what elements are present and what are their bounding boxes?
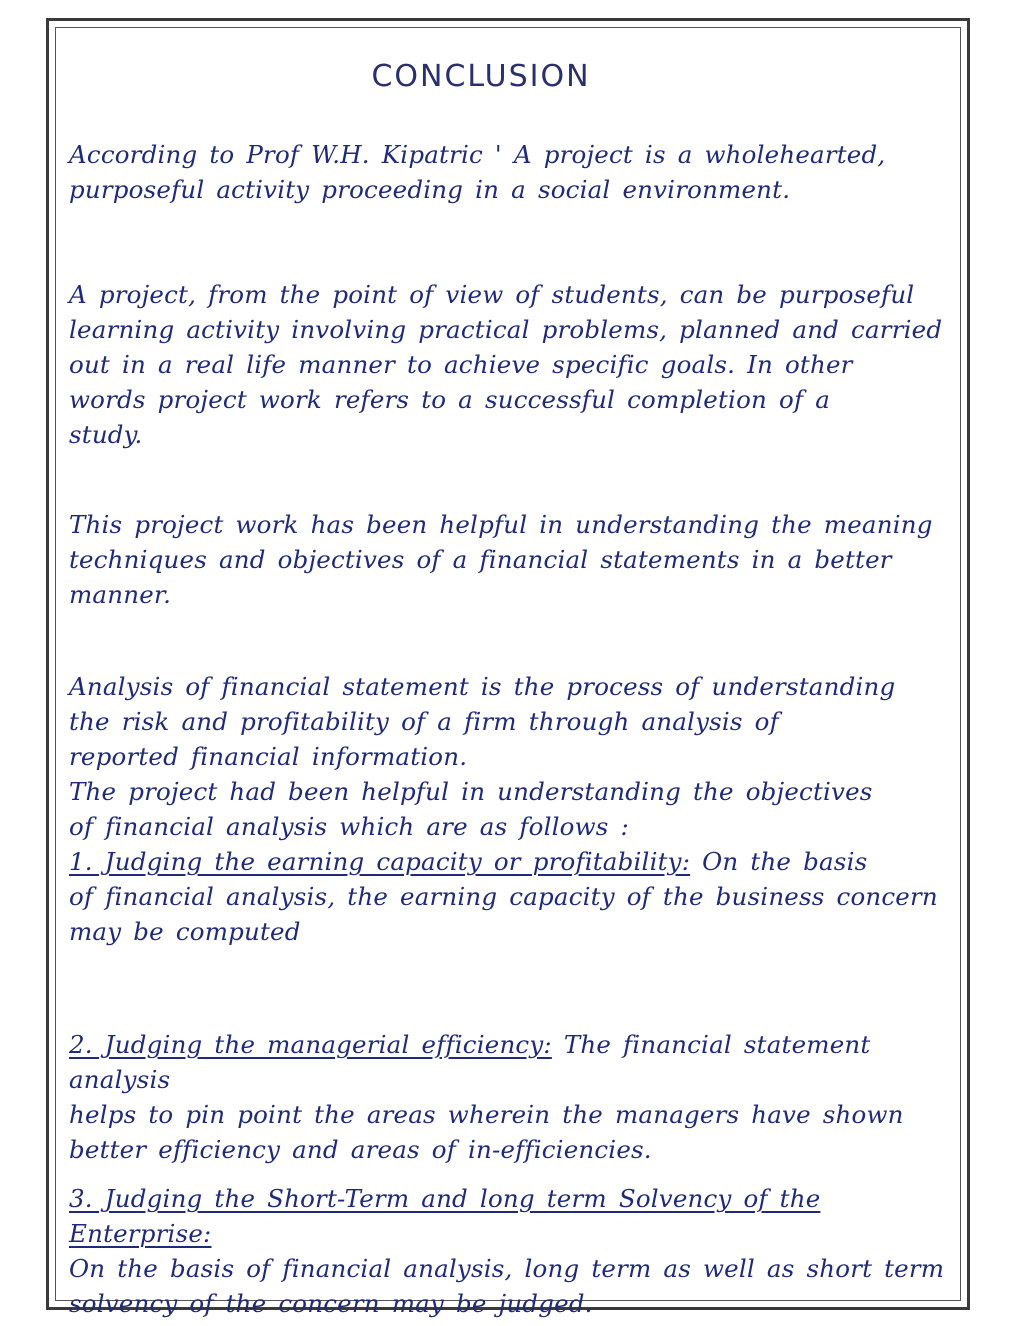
text-line: learning activity involving practical problems, planned and carried xyxy=(69,315,943,344)
text-line: may be computed xyxy=(69,917,301,946)
point-managerial-efficiency xyxy=(69,1027,967,1167)
text-line: helps to pin point the areas wherein the managers have shown xyxy=(69,1100,904,1129)
text-line: The financial statement analysis xyxy=(69,1030,871,1094)
page-border xyxy=(46,18,970,1318)
text-line: purposeful activity proceeding in a social environment. xyxy=(69,175,791,204)
text-line: According to Prof W.H. Kipatric ' A project is a wholehearted, xyxy=(69,140,886,169)
text-line: This project work has been helpful in understanding the meaning xyxy=(69,510,933,539)
text-line: manner. xyxy=(69,580,172,609)
text-line: of financial analysis which are as follows : xyxy=(69,812,629,841)
text-line: the risk and profitability of a firm through analysis of xyxy=(69,707,779,736)
point-heading: 1. Judging the earning capacity or profitability: xyxy=(69,847,691,876)
text-line: On the basis of financial analysis, long term as well as short term xyxy=(69,1254,945,1283)
point-earning-capacity xyxy=(69,844,938,949)
text-line: words project work refers to a successful completion of a xyxy=(69,385,831,414)
text-line: study. xyxy=(69,420,143,449)
text-line: reported financial information. xyxy=(69,742,468,771)
page-title: CONCLUSION xyxy=(371,59,591,94)
paragraph-helpful xyxy=(69,507,933,612)
point-solvency xyxy=(69,1181,967,1321)
paragraph-analysis xyxy=(69,669,895,844)
text-line: The project had been helpful in understanding the objectives xyxy=(69,777,873,806)
point-heading: 2. Judging the managerial efficiency: xyxy=(69,1030,552,1059)
text-line: of financial analysis, the earning capacity of the business concern xyxy=(69,882,938,911)
text-line: A project, from the point of view of students, can be purposeful xyxy=(69,280,915,309)
paragraph-definition xyxy=(69,137,885,207)
text-line: solvency of the concern may be judged. xyxy=(69,1289,593,1318)
text-line: techniques and objectives of a financial statements in a better xyxy=(69,545,892,574)
text-line: better efficiency and areas of in-efficiencies. xyxy=(69,1135,652,1164)
paragraph-student-view xyxy=(69,277,942,452)
text-line: On the basis xyxy=(690,847,868,876)
text-line: Analysis of financial statement is the process of understanding xyxy=(69,672,896,701)
text-line: out in a real life manner to achieve specific goals. In other xyxy=(69,350,853,379)
point-heading: 3. Judging the Short-Term and long term Solvency of the Enterprise: xyxy=(69,1184,821,1248)
